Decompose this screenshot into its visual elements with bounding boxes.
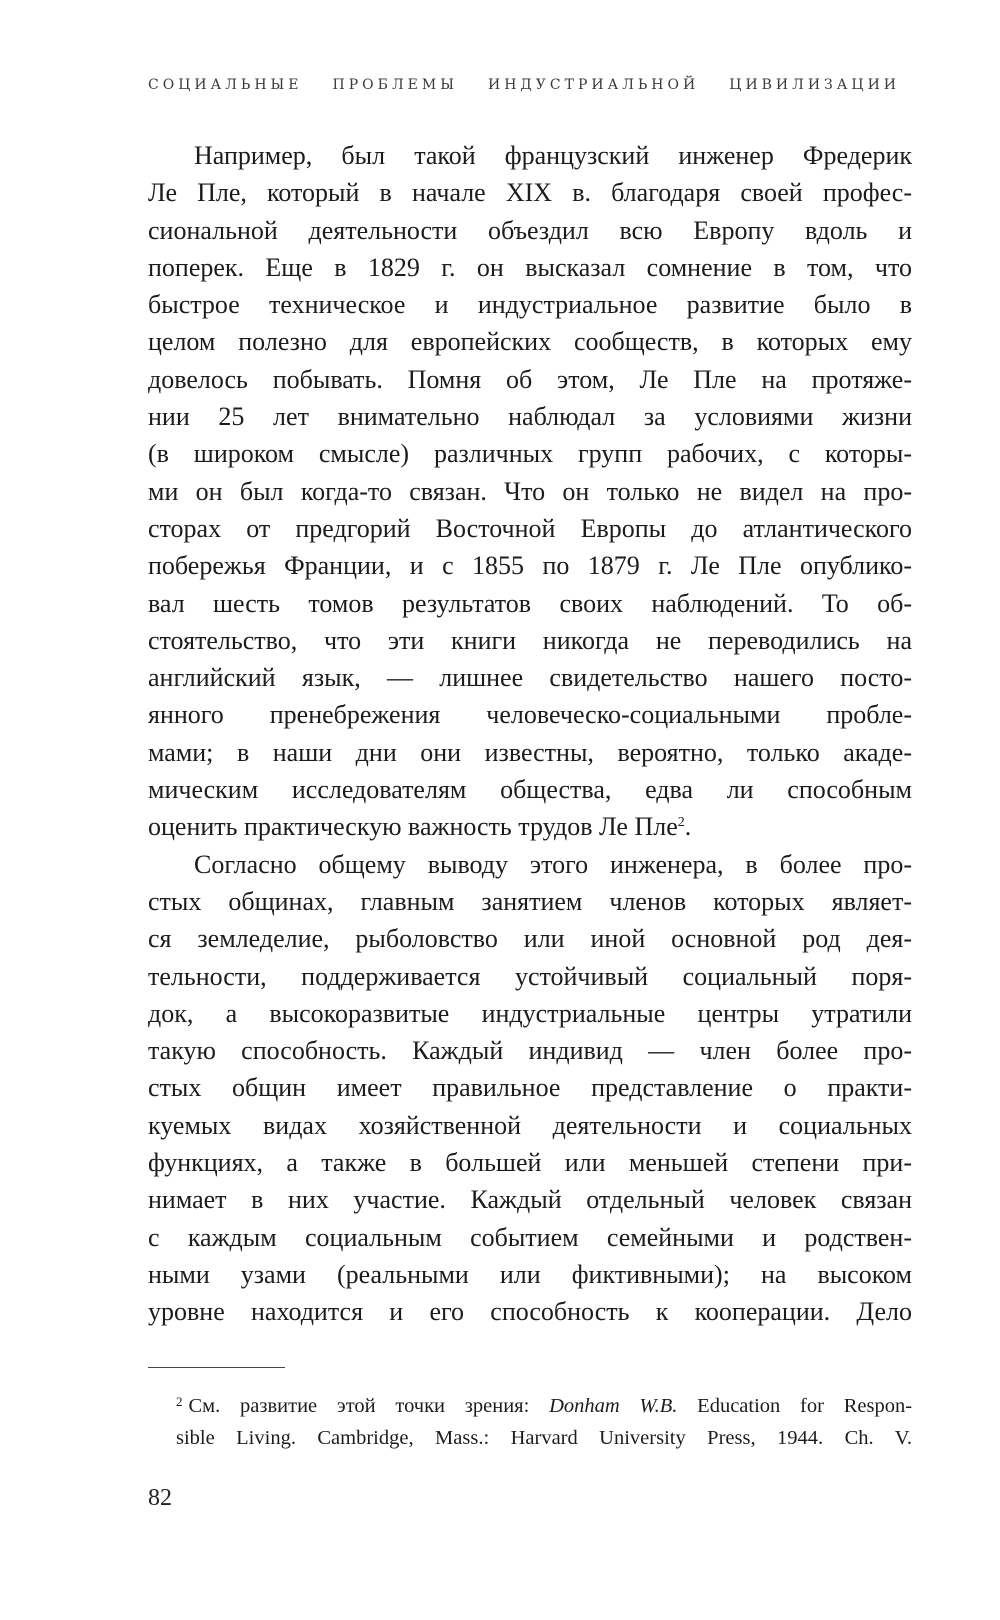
text-line: сиональной деятельности объездил всю Европу вдоль и xyxy=(148,215,912,245)
text-line: нимает в них участие. Каждый отдельный человек связан xyxy=(148,1185,912,1215)
text-line-with-footnote-ref xyxy=(148,808,912,845)
footnote-block xyxy=(148,1390,912,1454)
text-line: вал шесть томов результатов своих наблюдений. То об- xyxy=(148,588,912,618)
text-line: функциях, а также в большей или меньшей степени при- xyxy=(148,1148,912,1178)
running-head: СОЦИАЛЬНЫЕ ПРОБЛЕМЫ ИНДУСТРИАЛЬНОЙ ЦИВИЛИЗАЦИИ xyxy=(148,77,900,93)
text-line: стоятельство, что эти книги никогда не переводились на xyxy=(148,625,912,655)
text-line: ными узами (реальными или фиктивными); на высоком xyxy=(148,1259,912,1289)
footnote-mark: 2 xyxy=(176,1394,183,1409)
text-line: куемых видах хозяйственной деятельности и социальных xyxy=(148,1110,912,1140)
text-line: мическим исследователям общества, едва ли способным xyxy=(148,775,912,805)
main-text xyxy=(148,137,912,1331)
text-line: ся земледелие, рыболовство или иной основной род дея- xyxy=(148,924,912,954)
text-line: довелось побывать. Помня об этом, Ле Пле на протяже- xyxy=(148,364,912,394)
text-line: английский язык, — лишнее свидетельство нашего посто- xyxy=(148,663,912,693)
text-line: с каждым социальным событием семейными и родствен- xyxy=(148,1222,912,1252)
text-line: такую способность. Каждый индивид — член более про- xyxy=(148,1036,912,1066)
text-line: стых общинах, главным занятием членов которых являет- xyxy=(148,886,912,916)
text-line: целом полезно для европейских сообществ, в которых ему xyxy=(148,327,912,357)
text-line: янного пренебрежения человеческо-социальными пробле- xyxy=(148,700,912,730)
text-line: тельности, поддерживается устойчивый социальный поря- xyxy=(148,961,912,991)
footnote-divider xyxy=(148,1367,285,1368)
page-number: 82 xyxy=(148,1485,172,1511)
text-line: нии 25 лет внимательно наблюдал за условиями жизни xyxy=(148,402,912,432)
text-line: быстрое техническое и индустриальное развитие было в xyxy=(148,290,912,320)
text-line: мами; в наши дни они известны, вероятно, только акаде- xyxy=(148,737,912,767)
sentence-period: . xyxy=(684,812,692,842)
text-line: Согласно общему выводу этого инженера, в более про- xyxy=(194,849,912,879)
text-line: (в широком смысле) различных групп рабочих, с которы- xyxy=(148,439,912,469)
text-line: стых общин имеет правильное представление о практи- xyxy=(148,1073,912,1103)
footnote-line: sible Living. Cambridge, Mass.: Harvard University Press, 1944. Ch. V. xyxy=(176,1427,912,1449)
text-line: док, а высокоразвитые индустриальные центры утратили xyxy=(148,998,912,1028)
text-line: ми он был когда-то связан. Что он только не видел на про- xyxy=(148,476,912,506)
text-line: Например, был такой французский инженер Фредерик xyxy=(194,141,912,170)
footnote-author: Donham W.B. xyxy=(549,1395,678,1417)
text-line: побережья Франции, и с 1855 по 1879 г. Ле Пле опублико- xyxy=(148,551,912,581)
text-line: Ле Пле, который в начале XIX в. благодаря своей профес- xyxy=(148,178,912,208)
footnote-prefix: См. развитие этой точки зрения: xyxy=(188,1395,530,1417)
text-line: поперек. Еще в 1829 г. он высказал сомнение в том, что xyxy=(148,252,912,282)
text-line-content: оценить практическую важность трудов Ле Пле xyxy=(148,812,678,842)
text-line: уровне находится и его способность к кооперации. Дело xyxy=(148,1297,912,1327)
footnote-title: Education for Respon- xyxy=(697,1395,913,1417)
footnote-ref[interactable]: 2 xyxy=(677,815,685,831)
text-line: сторах от предгорий Восточной Европы до атлантического xyxy=(148,513,912,543)
footnote-line xyxy=(148,1390,912,1422)
